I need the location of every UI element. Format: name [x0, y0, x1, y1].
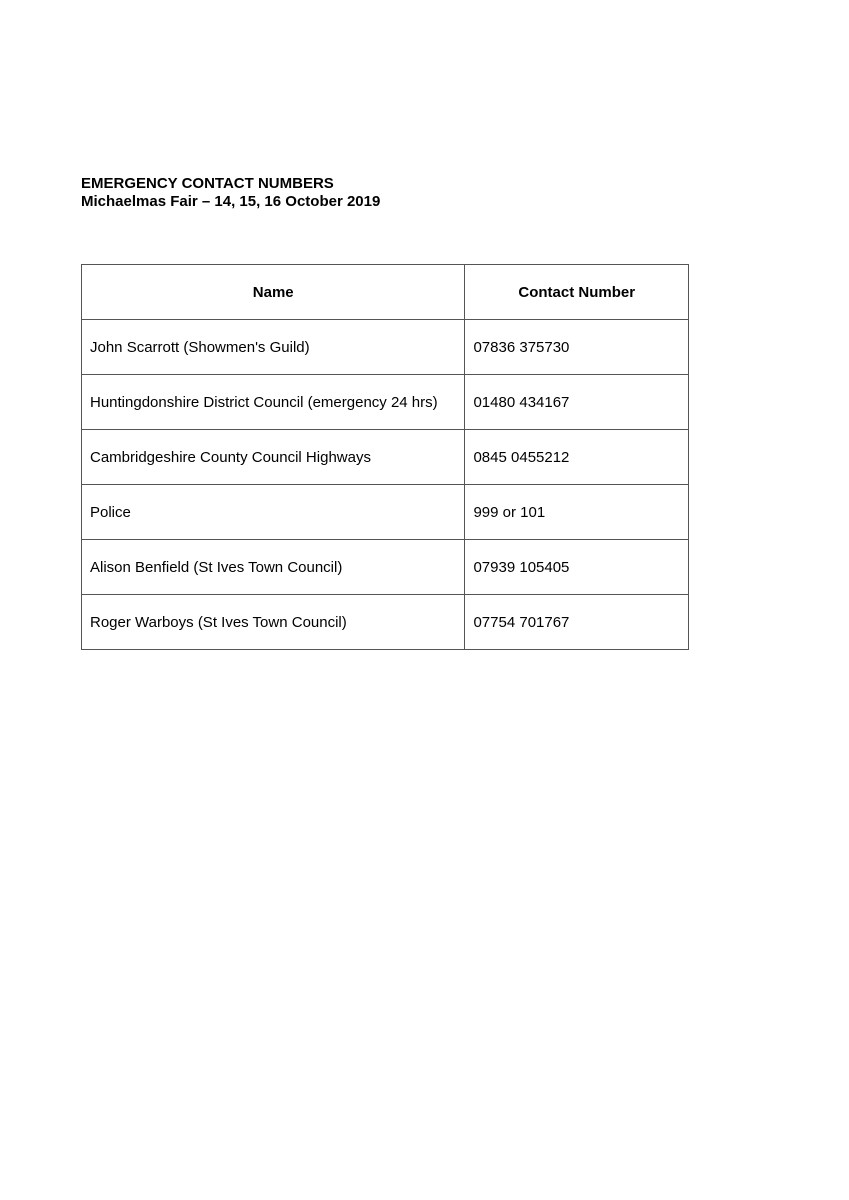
table-row	[82, 595, 689, 650]
table-row	[82, 430, 689, 485]
column-header-name: Name	[82, 265, 465, 320]
contact-name: Police	[82, 485, 465, 540]
contacts-table	[81, 264, 689, 650]
document-heading	[81, 175, 380, 211]
table-row	[82, 375, 689, 430]
contact-number: 999 or 101	[465, 485, 689, 540]
table-row	[82, 320, 689, 375]
contact-number: 07754 701767	[465, 595, 689, 650]
contact-name: Roger Warboys (St Ives Town Council)	[82, 595, 465, 650]
document-title: EMERGENCY CONTACT NUMBERS	[81, 175, 334, 192]
table-row	[82, 485, 689, 540]
contact-number: 07939 105405	[465, 540, 689, 595]
contact-name: Huntingdonshire District Council (emergency 24 hrs)	[82, 375, 465, 430]
contact-number: 01480 434167	[465, 375, 689, 430]
contact-number: 0845 0455212	[465, 430, 689, 485]
table-header-row	[82, 265, 689, 320]
contact-name: John Scarrott (Showmen's Guild)	[82, 320, 465, 375]
document-subtitle: Michaelmas Fair – 14, 15, 16 October 2019	[81, 193, 381, 210]
contact-name: Alison Benfield (St Ives Town Council)	[82, 540, 465, 595]
column-header-contact-number: Contact Number	[465, 265, 689, 320]
table-row	[82, 540, 689, 595]
contact-number: 07836 375730	[465, 320, 689, 375]
contact-name: Cambridgeshire County Council Highways	[82, 430, 465, 485]
